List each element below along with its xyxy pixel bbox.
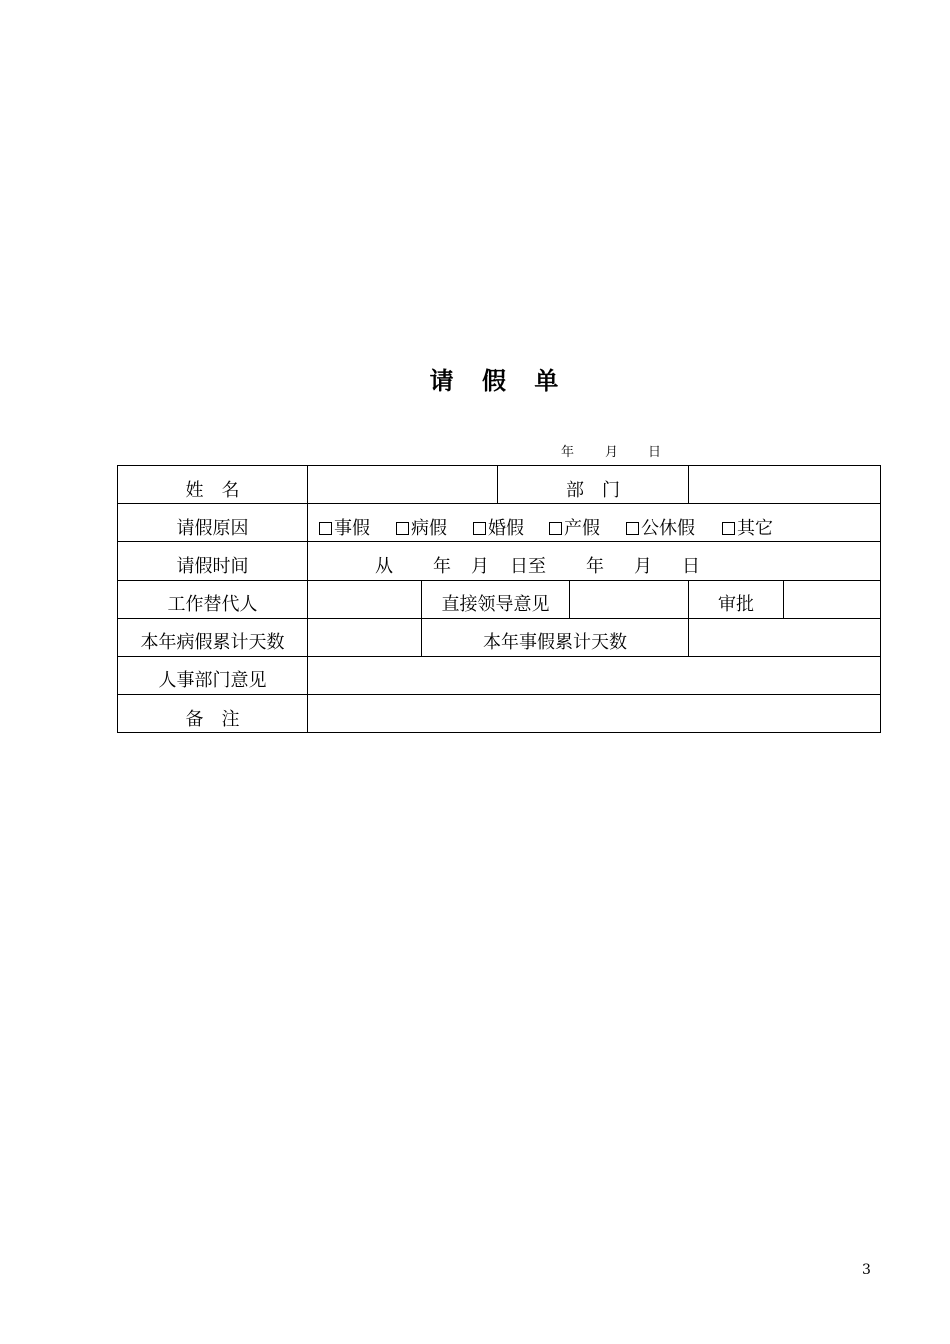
name-field[interactable] — [308, 472, 497, 510]
checkbox-icon — [396, 522, 409, 535]
reason-option-sick[interactable]: 病假 — [396, 510, 447, 548]
hr-field[interactable] — [308, 662, 880, 700]
personal-days-field[interactable] — [689, 624, 880, 662]
row-hr — [0, 662, 950, 700]
reason-option-annual[interactable]: 公休假 — [626, 510, 695, 548]
time-day-2: 日 — [682, 556, 700, 577]
checkbox-icon — [473, 522, 486, 535]
page-number: 3 — [862, 1262, 871, 1278]
row-name — [0, 472, 950, 510]
dept-label: 部 门 — [566, 480, 620, 501]
time-month-1: 月 — [471, 556, 489, 577]
form-title: 请 假 单 — [429, 367, 569, 395]
substitute-label: 工作替代人 — [167, 594, 258, 615]
row-days — [0, 624, 950, 662]
row-time — [0, 548, 950, 586]
remarks-label: 备 注 — [185, 709, 240, 730]
hr-label: 人事部门意见 — [158, 670, 267, 691]
reason-label: 请假原因 — [176, 518, 249, 539]
supervisor-label: 直接领导意见 — [441, 594, 550, 615]
dept-field[interactable] — [689, 472, 880, 510]
reason-option-maternity[interactable]: 产假 — [549, 510, 600, 548]
time-month-2: 月 — [634, 556, 652, 577]
checkbox-icon — [626, 522, 639, 535]
approval-label: 审批 — [718, 594, 754, 615]
time-day-to: 日至 — [510, 556, 546, 577]
substitute-field[interactable] — [308, 586, 421, 624]
remarks-field[interactable] — [308, 701, 880, 739]
approval-field[interactable] — [784, 586, 880, 624]
reason-option-other[interactable]: 其它 — [722, 510, 773, 548]
time-from: 从 — [375, 556, 393, 577]
row-reason — [0, 510, 950, 548]
time-label: 请假时间 — [176, 556, 249, 577]
date-day: 日 — [648, 445, 662, 460]
name-label: 姓 名 — [185, 480, 240, 501]
checkbox-icon — [722, 522, 735, 535]
personal-days-label: 本年事假累计天数 — [483, 632, 627, 653]
reason-option-marriage[interactable]: 婚假 — [473, 510, 524, 548]
date-month: 月 — [605, 445, 619, 460]
reason-option-personal[interactable]: 事假 — [319, 510, 370, 548]
time-year-1: 年 — [433, 556, 451, 577]
row-substitute — [0, 586, 950, 624]
time-year-2: 年 — [586, 556, 604, 577]
row-remarks — [0, 701, 950, 739]
supervisor-field[interactable] — [570, 586, 688, 624]
checkbox-icon — [319, 522, 332, 535]
date-year: 年 — [561, 445, 575, 460]
sick-days-label: 本年病假累计天数 — [140, 632, 285, 653]
sick-days-field[interactable] — [308, 624, 421, 662]
checkbox-icon — [549, 522, 562, 535]
